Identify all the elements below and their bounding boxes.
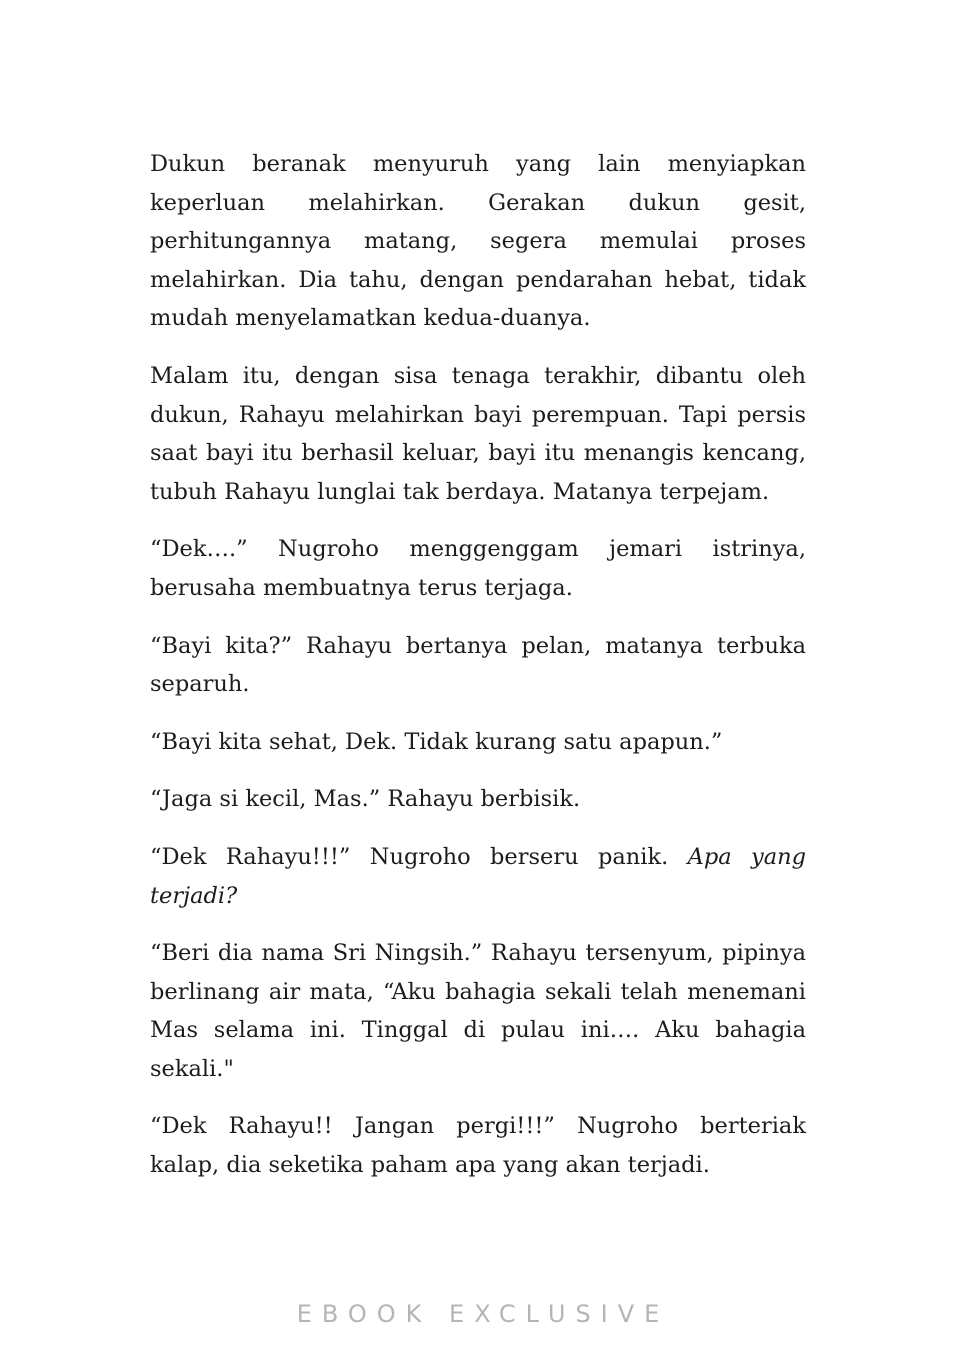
- paragraph: “Jaga si kecil, Mas.” Rahayu berbisik.: [150, 786, 581, 813]
- paragraph: [150, 838, 806, 915]
- book-page-body: [150, 145, 806, 1204]
- italic-thought: Apa yang terjadi?: [150, 843, 806, 909]
- footer-label: EBOOK EXCLUSIVE: [296, 1300, 670, 1328]
- paragraph: “Dek….” Nugroho menggenggam jemari istrinya, berusaha membuatnya terus terjaga.: [150, 536, 806, 601]
- paragraph: “Bayi kita?” Rahayu bertanya pelan, matanya terbuka separuh.: [150, 632, 806, 698]
- paragraph: “Dek Rahayu!! Jangan pergi!!!” Nugroho berteriak kalap, dia seketika paham apa yang akan terjadi.: [150, 1113, 806, 1179]
- paragraph: “Beri dia nama Sri Ningsih.” Rahayu tersenyum, pipinya berlinang air mata, “Aku bahagia sekali telah menemani Mas selama ini. Tinggal di pulau ini…. Aku bahagia sekali.": [150, 940, 806, 1082]
- paragraph-text: “Dek Rahayu!!!” Nugroho berseru panik.: [150, 843, 688, 870]
- paragraph: “Bayi kita sehat, Dek. Tidak kurang satu apapun.”: [150, 728, 723, 755]
- paragraph: Dukun beranak menyuruh yang lain menyiapkan keperluan melahirkan. Gerakan dukun gesit, perhitungannya matang, segera memulai proses melahirkan. Dia tahu, dengan pendarahan hebat, tidak mudah menyelamatkan kedua-duanya.: [150, 151, 806, 332]
- paragraph: Malam itu, dengan sisa tenaga terakhir, dibantu oleh dukun, Rahayu melahirkan bayi perempuan. Tapi persis saat bayi itu berhasil keluar, bayi itu menangis kencang, tubuh Rahayu lunglai tak berdaya. Matanya terpejam.: [150, 362, 806, 505]
